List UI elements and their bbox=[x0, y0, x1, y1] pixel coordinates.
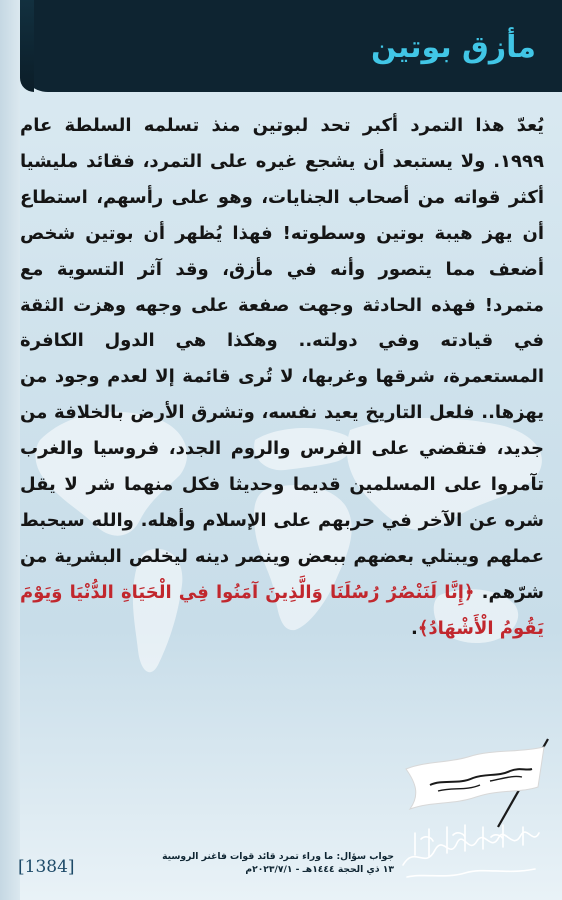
article-paragraph bbox=[20, 108, 544, 647]
page-title: مأزق بوتين bbox=[371, 30, 536, 65]
source-caption bbox=[154, 850, 394, 876]
caption-title: جواب سؤال: ما وراء تمرد قائد قوات فاغنر الروسية bbox=[162, 851, 394, 862]
calligraphy-logo-icon bbox=[395, 815, 545, 887]
verse-period: . bbox=[410, 617, 418, 639]
caption-date: ١٣ ذي الحجة ١٤٤٤هـ - ٢٠٢٣/٧/١م bbox=[245, 864, 394, 875]
article-body bbox=[20, 108, 544, 748]
quran-verse: ﴿إِنَّا لَنَنْصُرُ رُسُلَنَا وَالَّذِينَ آمَنُوا فِي الْحَيَاةِ الدُّنْيَا وَيَوْمَ يَقُومُ الْأَشْهَادُ﴾ bbox=[20, 581, 544, 639]
article-text: يُعدّ هذا التمرد أكبر تحد لبوتين منذ تسلمه السلطة عام ١٩٩٩. ولا يستبعد أن يشجع غيره على التمرد، فقائد مليشيا أكثر قواته من أصحاب الجنايات، وهو على رأسهم، استطاع أن يهز هيبة بوتين وسطوته! فهذا يُظهر أن بوتين شخص أضعف مما يتصور وأنه في مأزق، وقد آثر التسوية مع متمرد! فهذه الحادثة وجهت صفعة على وجهه وهزت الثقة في قيادته وفي دولته.. وهكذا هي الدول الكافرة المستعمرة، شرقها وغربها، لا تُرى قائمة إلا لعدم وجود من يهزها.. فلعل التاريخ يعيد نفسه، وتشرق الأرض بالخلافة من جديد، فتقضي على الفرس والروم الجدد، فروسيا والغرب تآمروا على المسلمين قديما وحديثا فكل منهما شر لا يقل شره عن الآخر في حربهم على الإسلام وأهله. والله سيحبط عملهم ويبتلي بعضهم ببعض وينصر دينه ليخلص البشرية من شرّهم. bbox=[20, 115, 545, 603]
header-accent bbox=[20, 0, 34, 92]
page-number: [1384] bbox=[18, 857, 75, 877]
